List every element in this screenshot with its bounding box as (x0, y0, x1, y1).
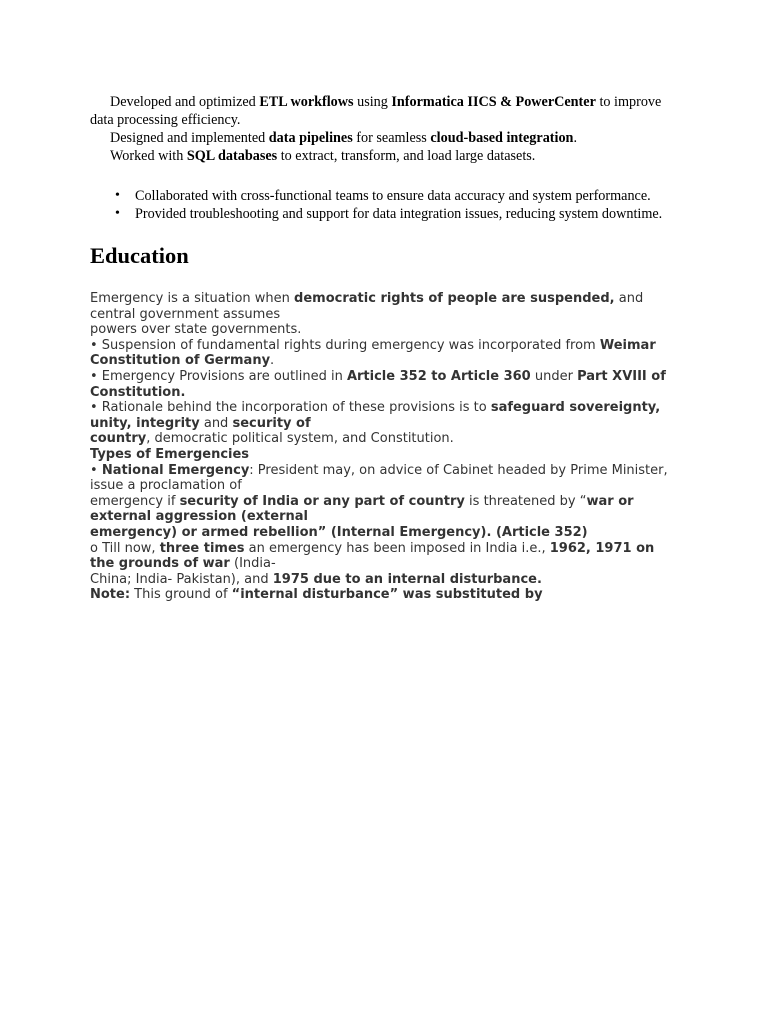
text-run: powers over state governments. (90, 322, 302, 338)
bold-run: security of (232, 415, 311, 431)
bold-run: 1975 due to an internal disturbance. (272, 571, 542, 587)
bold-run: safeguard sovereignty, unity, integrity (90, 400, 661, 431)
bold-run: data pipelines (268, 130, 353, 146)
document-page (90, 93, 680, 603)
bold-run: cloud-based integration (430, 130, 574, 146)
bold-run: Note: (90, 587, 131, 603)
text-line (90, 463, 680, 494)
text-run: Developed and optimized (110, 94, 260, 110)
text-line (90, 431, 680, 447)
list-item: • Collaborated with cross-functional teams to ensure data accuracy and system performance. (135, 187, 680, 205)
text-run: (India- (229, 556, 276, 572)
text-run: China; India- Pakistan), and (90, 571, 273, 587)
text-run: and central government assumes (90, 291, 644, 322)
text-run: Emergency is a situation when (90, 291, 295, 306)
experience-line-pipelines (90, 129, 680, 147)
bold-run: SQL databases (186, 148, 278, 164)
text-run: using (353, 94, 392, 110)
text-run: . (573, 130, 577, 146)
text-run: . (270, 353, 275, 369)
bold-run: Weimar Constitution of Germany (90, 337, 656, 369)
bold-run: Part XVIII of Constitution. (90, 368, 666, 400)
bold-run: security of India or any part of country (179, 493, 465, 509)
text-line (90, 494, 680, 525)
bold-run: National Emergency (101, 462, 250, 478)
text-run: , democratic political system, and Constitution. (146, 431, 454, 447)
bold-run: three times (159, 540, 245, 556)
text-line (90, 338, 680, 369)
text-run: Designed and implemented (110, 130, 269, 146)
text-run: • Suspension of fundamental rights during emergency was incorporated from (90, 337, 600, 353)
subheading-types-of-emergencies (90, 447, 680, 463)
text-run: for seamless (352, 130, 431, 146)
text-run: is threatened by “ (464, 493, 587, 509)
bold-run: democratic rights of people are suspended, (294, 291, 615, 306)
bold-run: country (90, 431, 147, 447)
text-run: • Rationale behind the incorporation of these provisions is to (90, 400, 491, 416)
experience-bullet-list (90, 187, 680, 223)
text-line (90, 587, 680, 603)
text-run: Worked with (110, 148, 187, 164)
bold-run: emergency) or armed rebellion” (Internal Emergency). (Article 352) (90, 524, 588, 540)
text-line (90, 525, 680, 541)
text-run: under (530, 368, 578, 384)
text-run: emergency if (90, 493, 180, 509)
text-run: • Emergency Provisions are outlined in (90, 368, 347, 384)
experience-paragraphs (90, 93, 680, 165)
bold-run: war or external aggression (external (90, 493, 634, 525)
text-line (90, 369, 680, 400)
text-run: : President may, on advice of Cabinet headed by Prime Minister, issue a proclamation of (90, 462, 668, 494)
bold-run: ETL workflows (259, 94, 354, 110)
experience-line-sql (90, 147, 680, 165)
text-run: an emergency has been imposed in India i.e., (244, 540, 550, 556)
text-line (90, 322, 680, 338)
text-run: and (199, 415, 233, 431)
bold-run: Article 352 to Article 360 (346, 368, 531, 384)
bold-run: Informatica IICS & PowerCenter (391, 94, 596, 110)
bold-run: Types of Emergencies (90, 446, 250, 462)
bold-run: “internal disturbance” was substituted by (231, 587, 543, 603)
section-heading-education: Education (90, 243, 189, 268)
text-line (90, 291, 680, 322)
text-run: o Till now, (90, 540, 160, 556)
text-line (90, 572, 680, 588)
text-line (90, 400, 680, 431)
text-line (90, 541, 680, 572)
text-run: This ground of (130, 587, 232, 603)
education-body (90, 291, 680, 603)
experience-line-etl (90, 93, 680, 129)
text-run: to extract, transform, and load large datasets. (277, 148, 536, 164)
text-run: to improve data processing efficiency. (90, 94, 662, 128)
bold-run: 1962, 1971 on the grounds of war (90, 540, 655, 572)
text-run: • (90, 462, 102, 478)
list-item: • Provided troubleshooting and support for data integration issues, reducing system downtime. (135, 205, 680, 223)
